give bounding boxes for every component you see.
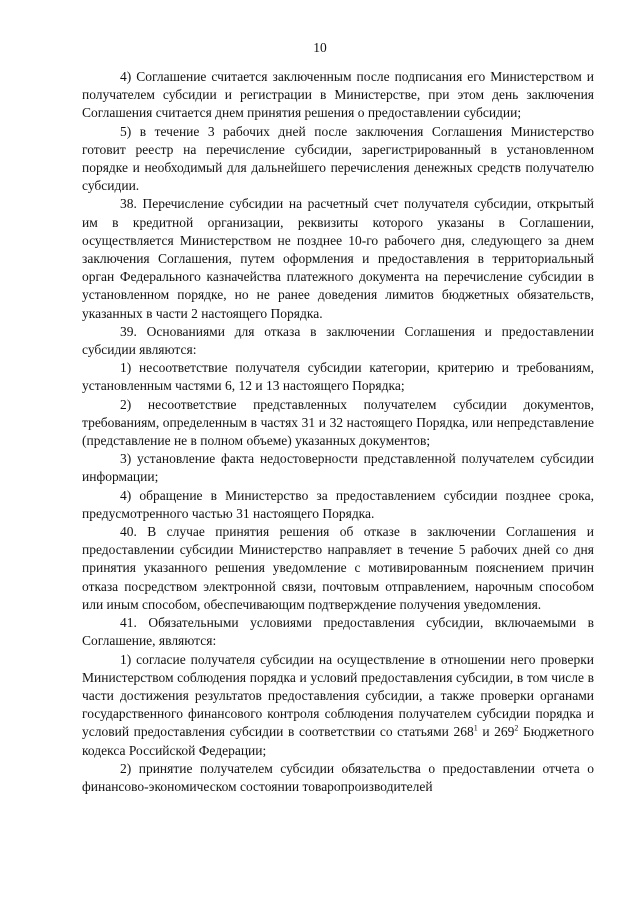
paragraph-41-item-1 (82, 651, 594, 760)
audit-text-part-2: и 269 (477, 724, 515, 740)
paragraph-40: 40. В случае принятия решения об отказе в заключении Соглашения и предоставлении субсидии Министерство направляет в течение 5 рабочих дней со дня принятия указанного решения уведомление с мотивированным пояснением причин отказа посредством электронной связи, почтовым отправлением, нарочным способом или иным способом, обеспечивающим подтверждение получения уведомления. (82, 524, 594, 612)
paragraph-39-item-2: 2) несоответствие представленных получателем субсидии документов, требованиям, определенным в частях 31 и 32 настоящего Порядка, или непредставление (представление не в полном объеме) указанных документов; (82, 396, 594, 449)
paragraph-38: 38. Перечисление субсидии на расчетный счет получателя субсидии, открытый им в кредитной организации, реквизиты которого указаны в Соглашении, осуществляется Министерством не позднее 10-го рабочего дня, следующего за днем заключения Соглашения, путем оформления и предоставления в территориальный орган Федерального казначейства платежного документа на перечисление субсидии в установленном порядке, но не ранее доведения лимитов бюджетных обязательств, указанных в части 2 настоящего Порядка. (82, 196, 594, 321)
paragraph-41-item-2: 2) принятие получателем субсидии обязательства о предоставлении отчета о финансово-экономическом состоянии товаропроизводителей (82, 760, 594, 794)
superscript-1: 1 (473, 723, 478, 733)
document-body (82, 68, 594, 796)
paragraph-39-item-3: 3) установление факта недостоверности представленной получателем субсидии информации; (82, 451, 594, 485)
paragraph-clause-5: 5) в течение 3 рабочих дней после заключения Соглашения Министерство готовит реестр на перечисление субсидии, зарегистрированный в установленном порядке и необходимый для дальнейшего перечисления денежных средств получателю субсидии. (82, 123, 594, 194)
paragraph-39-item-4: 4) обращение в Министерство за предоставлением субсидии позднее срока, предусмотренного частью 31 настоящего Порядка. (82, 487, 594, 521)
paragraph-clause-4: 4) Соглашение считается заключенным после подписания его Министерством и получателем субсидии и регистрации в Министерстве, при этом день заключения Соглашения считается днем принятия решения о предоставлении субсидии; (82, 69, 594, 121)
superscript-2: 2 (514, 723, 519, 733)
page-number: 10 (313, 40, 327, 55)
audit-text-part-3: Бюджетного кодекса Российской Федерации; (82, 724, 594, 758)
paragraph-39-item-1: 1) несоответствие получателя субсидии категории, критерию и требованиям, установленным частями 6, 12 и 13 настоящего Порядка; (82, 360, 594, 394)
audit-text-part-1: 1) согласие получателя субсидии на осуществление в отношении него проверки Министерством соблюдения порядка и условий предоставления субсидии, в том числе в части достижения результатов предоставления субсидии, а также проверки органами государственного финансового контроля соблюдения получателем субсидии порядка и условий предоставления субсидии в соответствии со статьями 268 (82, 651, 594, 740)
paragraph-41: 41. Обязательными условиями предоставления субсидии, включаемыми в Соглашение, являются: (82, 615, 594, 649)
paragraph-39: 39. Основаниями для отказа в заключении Соглашения и предоставлении субсидии являются: (82, 323, 594, 358)
